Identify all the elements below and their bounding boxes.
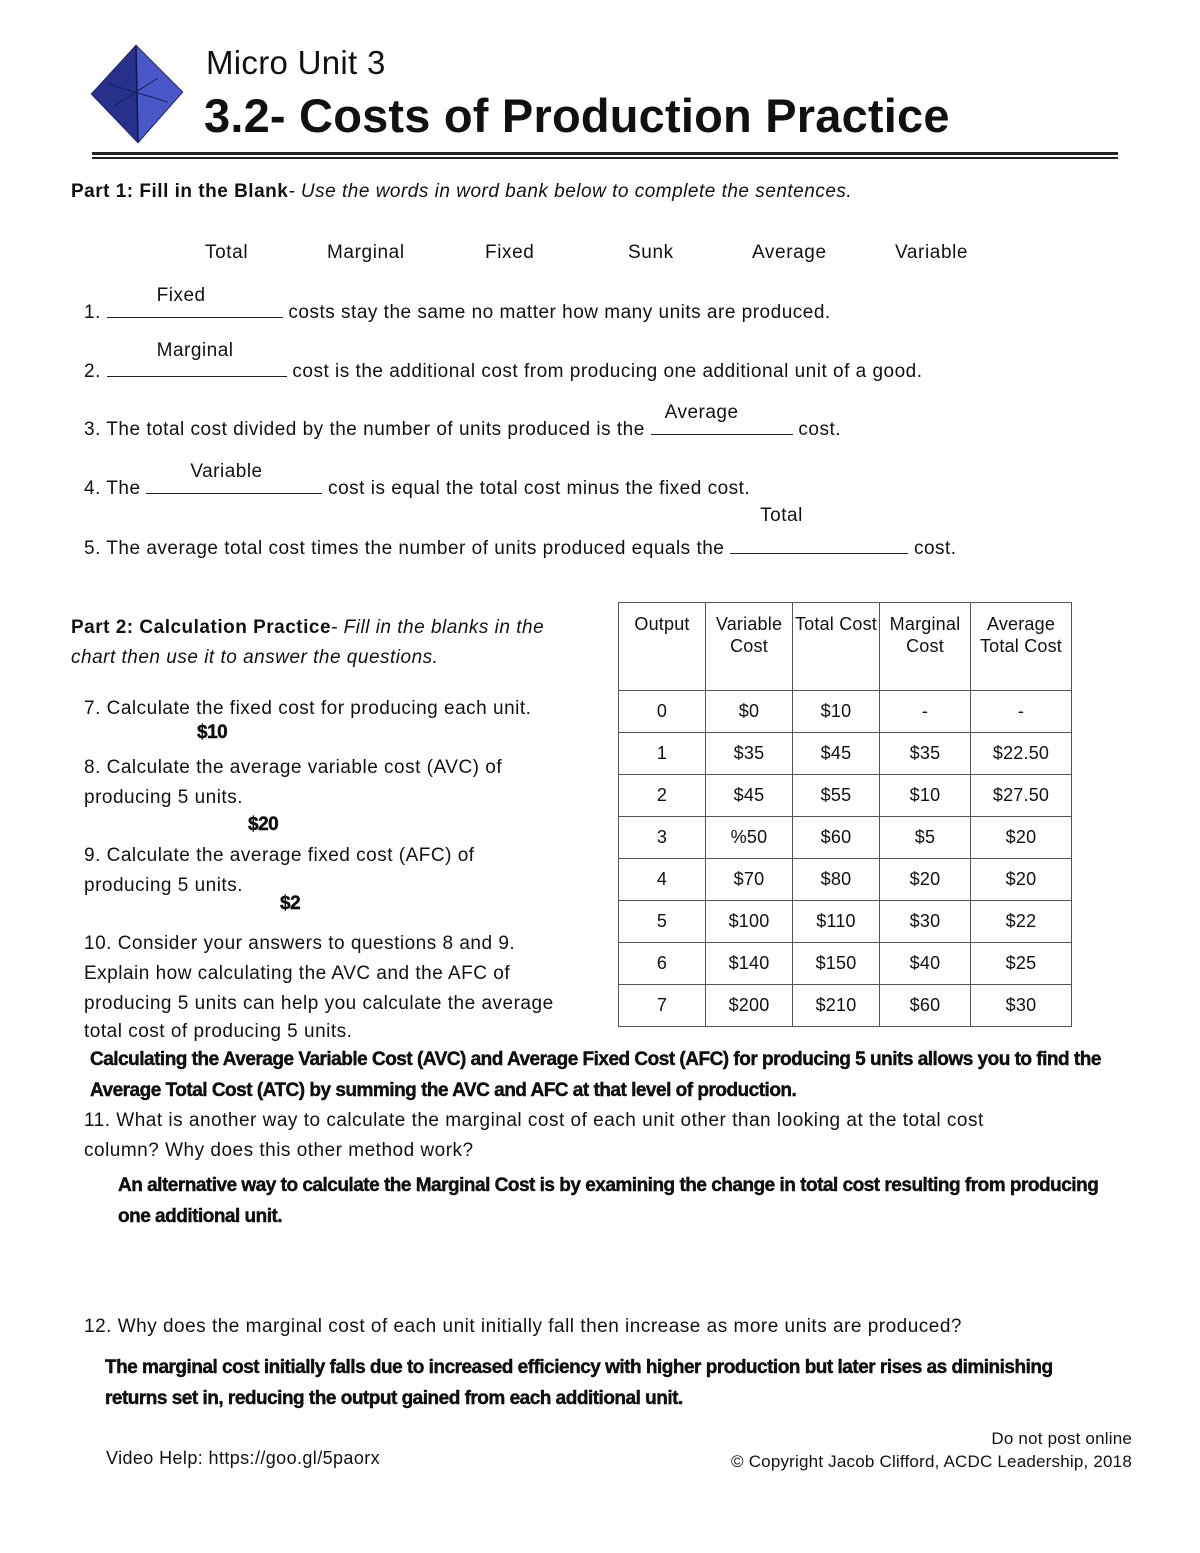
question-10-line2: Explain how calculating the AVC and the AFC of bbox=[84, 963, 511, 984]
table-row bbox=[619, 859, 1072, 901]
table-cell: $210 bbox=[793, 985, 880, 1027]
answer-4: Variable bbox=[190, 461, 263, 482]
word-bank-sunk: Sunk bbox=[628, 242, 674, 263]
word-bank-fixed: Fixed bbox=[485, 242, 535, 263]
answer-3: Average bbox=[664, 402, 739, 423]
table-cell: $35 bbox=[880, 733, 971, 775]
part1-heading: Part 1: Fill in the Blank bbox=[71, 181, 289, 202]
blank-1[interactable] bbox=[107, 285, 283, 318]
answer-9: $2 bbox=[280, 893, 301, 914]
table-cell: 0 bbox=[619, 691, 706, 733]
question-12: 12. Why does the marginal cost of each unit initially fall then increase as more units are produced? bbox=[84, 1316, 963, 1337]
part2-instruction: chart then use it to answer the questions. bbox=[71, 647, 439, 668]
header-average-total-cost: Average Total Cost bbox=[971, 603, 1072, 691]
word-bank-variable: Variable bbox=[895, 242, 969, 263]
table-cell: 2 bbox=[619, 775, 706, 817]
header-variable-cost: Variable Cost bbox=[706, 603, 793, 691]
header-marginal-cost: Marginal Cost bbox=[880, 603, 971, 691]
table-cell: 4 bbox=[619, 859, 706, 901]
answer-11-line1: An alternative way to calculate the Marginal Cost is by examining the change in total cost resulting from producing bbox=[118, 1175, 1099, 1196]
table-cell: $80 bbox=[793, 859, 880, 901]
table-cell: $55 bbox=[793, 775, 880, 817]
unit-label: Micro Unit 3 bbox=[206, 44, 386, 81]
blank-3[interactable] bbox=[651, 402, 793, 435]
part1-heading-line bbox=[71, 181, 852, 203]
table-cell: 5 bbox=[619, 901, 706, 943]
table-cell: $22.50 bbox=[971, 733, 1072, 775]
question-9-line1: 9. Calculate the average fixed cost (AFC) of bbox=[84, 845, 475, 866]
table-cell: $35 bbox=[706, 733, 793, 775]
question-5: 5. The average total cost times the number of units produced equals the Total cost. bbox=[84, 505, 957, 559]
table-cell: $30 bbox=[971, 985, 1072, 1027]
table-cell: $140 bbox=[706, 943, 793, 985]
header-output: Output bbox=[619, 603, 706, 691]
question-8-line2: producing 5 units. bbox=[84, 787, 243, 808]
table-cell: $5 bbox=[880, 817, 971, 859]
question-7: 7. Calculate the fixed cost for producing each unit. bbox=[84, 698, 532, 719]
cost-table bbox=[618, 602, 1072, 1027]
table-row bbox=[619, 943, 1072, 985]
table-cell: 6 bbox=[619, 943, 706, 985]
answer-2: Marginal bbox=[156, 340, 234, 361]
table-cell: $20 bbox=[971, 817, 1072, 859]
table-cell: $20 bbox=[971, 859, 1072, 901]
question-11-line1: 11. What is another way to calculate the marginal cost of each unit other than looking at the total cost bbox=[84, 1110, 984, 1131]
blank-2[interactable] bbox=[107, 340, 287, 377]
blank-4[interactable] bbox=[146, 461, 322, 494]
table-cell: $10 bbox=[793, 691, 880, 733]
table-cell: $10 bbox=[880, 775, 971, 817]
question-3: 3. The total cost divided by the number of units produced is the Average cost. bbox=[84, 402, 842, 440]
question-8-line1: 8. Calculate the average variable cost (AVC) of bbox=[84, 757, 503, 778]
header-total-cost: Total Cost bbox=[793, 603, 880, 691]
word-bank-marginal: Marginal bbox=[327, 242, 405, 263]
table-cell: 7 bbox=[619, 985, 706, 1027]
table-header-row bbox=[619, 603, 1072, 691]
answer-12-line2: returns set in, reducing the output gained from each additional unit. bbox=[105, 1388, 683, 1409]
do-not-post-notice: Do not post online bbox=[991, 1429, 1132, 1448]
table-cell: $0 bbox=[706, 691, 793, 733]
answer-11-line2: one additional unit. bbox=[118, 1206, 283, 1227]
page-title: 3.2- Costs of Production Practice bbox=[204, 89, 950, 142]
table-cell: $25 bbox=[971, 943, 1072, 985]
word-bank-average: Average bbox=[752, 242, 827, 263]
question-2: 2. Marginal cost is the additional cost from producing one additional unit of a good. bbox=[84, 340, 923, 382]
question-1: 1. Fixed costs stay the same no matter how many units are produced. bbox=[84, 285, 831, 323]
table-row bbox=[619, 985, 1072, 1027]
table-row bbox=[619, 733, 1072, 775]
table-cell: $45 bbox=[706, 775, 793, 817]
table-cell: $22 bbox=[971, 901, 1072, 943]
table-cell: %50 bbox=[706, 817, 793, 859]
pyramid-logo-icon bbox=[88, 44, 184, 144]
question-9-line2: producing 5 units. bbox=[84, 875, 243, 896]
question-11-line2: column? Why does this other method work? bbox=[84, 1140, 474, 1161]
table-cell: 3 bbox=[619, 817, 706, 859]
table-row bbox=[619, 691, 1072, 733]
answer-10-line1: Calculating the Average Variable Cost (AVC) and Average Fixed Cost (AFC) for producing 5 units allows you to find the bbox=[90, 1049, 1101, 1070]
table-cell: $150 bbox=[793, 943, 880, 985]
answer-5: Total bbox=[760, 505, 803, 526]
table-cell: $200 bbox=[706, 985, 793, 1027]
answer-10-line2: Average Total Cost (ATC) by summing the AVC and AFC at that level of production. bbox=[90, 1080, 797, 1101]
table-cell: $60 bbox=[880, 985, 971, 1027]
table-cell: $30 bbox=[880, 901, 971, 943]
header-divider-thin bbox=[92, 157, 1118, 159]
question-10-line1: 10. Consider your answers to questions 8 and 9. bbox=[84, 933, 516, 954]
table-cell: $40 bbox=[880, 943, 971, 985]
table-cell: $70 bbox=[706, 859, 793, 901]
table-row bbox=[619, 901, 1072, 943]
question-10-line3: producing 5 units can help you calculate the average bbox=[84, 993, 554, 1014]
word-bank-total: Total bbox=[205, 242, 249, 263]
answer-12-line1: The marginal cost initially falls due to increased efficiency with higher production but later rises as diminishing bbox=[105, 1357, 1053, 1378]
header-divider bbox=[92, 152, 1118, 155]
answer-8: $20 bbox=[248, 814, 279, 835]
copyright: © Copyright Jacob Clifford, ACDC Leadership, 2018 bbox=[731, 1452, 1132, 1471]
answer-1: Fixed bbox=[156, 285, 206, 306]
table-row bbox=[619, 775, 1072, 817]
table-cell: - bbox=[971, 691, 1072, 733]
table-cell: - bbox=[880, 691, 971, 733]
question-4: 4. The Variable cost is equal the total cost minus the fixed cost. bbox=[84, 461, 751, 499]
question-10-line4: total cost of producing 5 units. bbox=[84, 1021, 353, 1042]
table-cell: $110 bbox=[793, 901, 880, 943]
answer-7: $10 bbox=[197, 722, 228, 743]
video-help-link[interactable]: Video Help: https://goo.gl/5paorx bbox=[106, 1448, 381, 1468]
table-row bbox=[619, 817, 1072, 859]
part2-heading: Part 2: Calculation Practice bbox=[71, 617, 332, 638]
table-cell: $27.50 bbox=[971, 775, 1072, 817]
part2-heading-line: Part 2: Calculation Practice- Fill in the blanks in the bbox=[71, 617, 545, 638]
table-cell: $100 bbox=[706, 901, 793, 943]
table-cell: 1 bbox=[619, 733, 706, 775]
part1-instruction: - Use the words in word bank below to complete the sentences. bbox=[288, 181, 853, 202]
table-cell: $20 bbox=[880, 859, 971, 901]
table-cell: $45 bbox=[793, 733, 880, 775]
table-cell: $60 bbox=[793, 817, 880, 859]
blank-5[interactable] bbox=[730, 505, 908, 554]
